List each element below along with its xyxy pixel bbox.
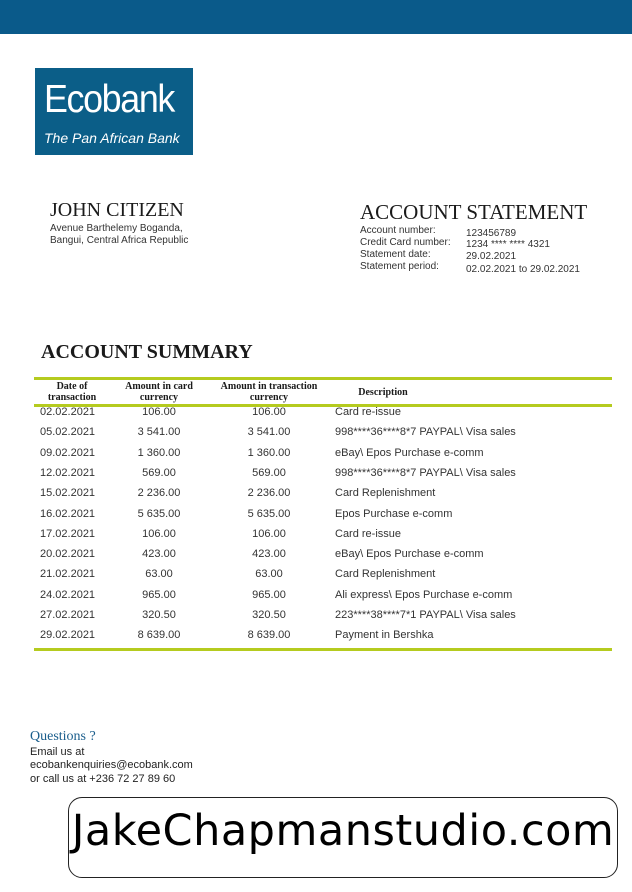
card-number-value: 1234 **** **** 4321: [466, 239, 550, 250]
cell-transaction-amount: 3 541.00: [247, 426, 291, 439]
cell-card-amount: 2 236.00: [137, 487, 181, 500]
cell-description: eBay\ Epos Purchase e-comm: [335, 548, 484, 561]
cell-transaction-amount: 106.00: [252, 406, 286, 418]
cell-transaction-amount: 8 639.00: [247, 629, 291, 642]
cell-date: 05.02.2021: [40, 426, 96, 439]
statement-title: ACCOUNT STATEMENT: [360, 200, 588, 224]
cell-date: 12.02.2021: [40, 466, 96, 479]
header-date: Date of transaction: [47, 381, 97, 403]
cell-card-amount: 106.00: [142, 527, 176, 540]
cell-card-amount: 3 541.00: [137, 426, 181, 439]
cell-description: Epos Purchase e-comm: [335, 507, 453, 520]
card-number-label: Credit Card number:: [360, 237, 451, 248]
ecobank-logo: [35, 68, 193, 155]
cell-transaction-amount: 5 635.00: [247, 507, 291, 520]
cell-description: Payment in Bershka: [335, 629, 434, 642]
account-number-label: Account number:: [360, 225, 436, 236]
cell-date: 29.02.2021: [40, 629, 96, 642]
contact-phone: or call us at +236 72 27 89 60: [30, 773, 176, 785]
cell-date: 02.02.2021: [40, 406, 96, 418]
cell-date: 15.02.2021: [40, 487, 96, 500]
cell-transaction-amount: 320.50: [252, 609, 286, 621]
cell-description: eBay\ Epos Purchase e-comm: [335, 446, 484, 459]
cell-card-amount: 8 639.00: [137, 629, 181, 642]
cell-date: 27.02.2021: [40, 609, 96, 621]
statement-date-value: 29.02.2021: [466, 251, 517, 262]
cell-date: 24.02.2021: [40, 588, 96, 601]
header-transaction-amount: Amount in transaction currency: [220, 381, 318, 403]
contact-email[interactable]: ecobankenquiries@ecobank.com: [30, 759, 193, 771]
customer-name: JOHN CITIZEN: [50, 199, 184, 221]
logo-brand-text: Ecobank: [44, 78, 174, 121]
account-number-value: 123456789: [466, 228, 517, 239]
cell-description: Card Replenishment: [335, 568, 436, 581]
cell-card-amount: 106.00: [142, 406, 176, 418]
cell-transaction-amount: 1 360.00: [247, 446, 291, 459]
cell-card-amount: 320.50: [142, 609, 176, 621]
cell-card-amount: 63.00: [145, 568, 173, 581]
cell-card-amount: 1 360.00: [137, 446, 181, 459]
cell-transaction-amount: 423.00: [252, 548, 286, 561]
cell-description: Card re-issue: [335, 406, 402, 418]
cell-card-amount: 965.00: [142, 588, 176, 601]
contact-email-intro: Email us at: [30, 746, 85, 758]
logo-tagline: The Pan African Bank: [44, 130, 180, 146]
customer-address-line1: Avenue Barthelemy Boganda,: [50, 223, 183, 234]
header-description: Description: [358, 387, 408, 398]
account-summary-title: ACCOUNT SUMMARY: [41, 341, 253, 363]
watermark-box: [68, 797, 618, 878]
watermark-text: JakeChapmanstudio.com: [71, 806, 615, 856]
statement-date-label: Statement date:: [360, 249, 431, 260]
cell-description: 223****38****7*1 PAYPAL\ Visa sales: [335, 609, 516, 621]
cell-transaction-amount: 569.00: [252, 466, 286, 479]
statement-period-label: Statement period:: [360, 261, 439, 272]
table-header-rule: [34, 404, 612, 407]
top-header-bar: [0, 0, 632, 34]
cell-card-amount: 423.00: [142, 548, 176, 561]
header-card-amount: Amount in card currency: [125, 381, 193, 403]
table-top-rule: [34, 377, 612, 380]
cell-card-amount: 5 635.00: [137, 507, 181, 520]
table-bottom-rule: [34, 648, 612, 651]
cell-card-amount: 569.00: [142, 466, 176, 479]
cell-description: Ali express\ Epos Purchase e-comm: [335, 588, 513, 601]
cell-date: 17.02.2021: [40, 527, 96, 540]
questions-title: Questions ?: [30, 729, 96, 744]
cell-description: Card Replenishment: [335, 487, 436, 500]
cell-date: 09.02.2021: [40, 446, 96, 459]
cell-description: 998****36****8*7 PAYPAL\ Visa sales: [335, 466, 516, 479]
cell-date: 20.02.2021: [40, 548, 96, 561]
cell-transaction-amount: 965.00: [252, 588, 286, 601]
cell-transaction-amount: 63.00: [255, 568, 283, 581]
cell-date: 16.02.2021: [40, 507, 96, 520]
cell-date: 21.02.2021: [40, 568, 96, 581]
statement-period-value: 02.02.2021 to 29.02.2021: [466, 264, 580, 275]
cell-description: Card re-issue: [335, 527, 402, 540]
cell-transaction-amount: 106.00: [252, 527, 286, 540]
cell-description: 998****36****8*7 PAYPAL\ Visa sales: [335, 426, 516, 439]
cell-transaction-amount: 2 236.00: [247, 487, 291, 500]
customer-address-line2: Bangui, Central Africa Republic: [50, 235, 189, 246]
